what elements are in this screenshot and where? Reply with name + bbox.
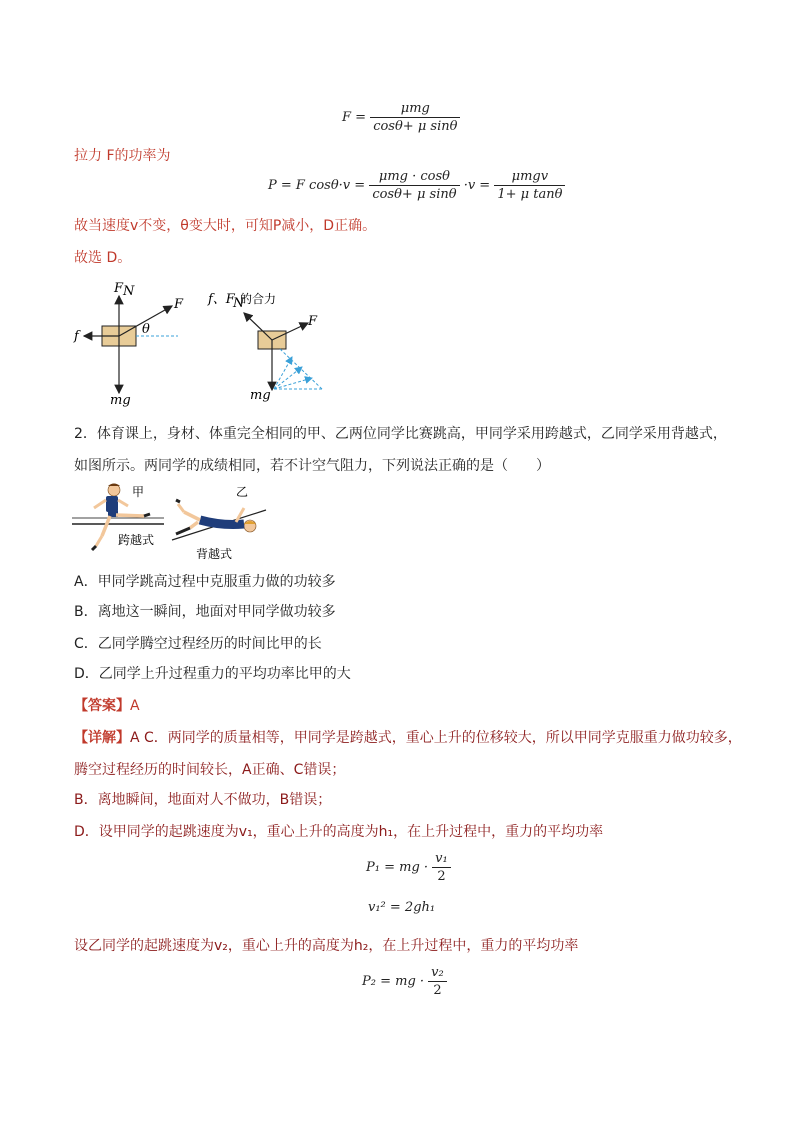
- fn-label: F: [114, 281, 124, 296]
- svg-text:N: N: [233, 296, 245, 311]
- caption-yi: 背越式: [196, 547, 233, 561]
- q2-line2: 如图所示。两同学的成绩相同，若不计空气阻力，下列说法正确的是（ ）: [74, 458, 550, 474]
- equation-p1: P₁ = mg · $\frac{\text{v₁}}{2}$: [366, 850, 451, 885]
- answer-line: [74, 696, 140, 716]
- detail-line3: B．离地瞬间，地面对人不做功，B错误；: [74, 792, 332, 808]
- high-jump-illustration: [72, 482, 272, 564]
- power-title: 拉力 F的功率为: [74, 148, 171, 164]
- f-label: F: [174, 297, 184, 312]
- svg-text:的合力: 的合力: [240, 292, 277, 306]
- svg-text:N: N: [123, 284, 135, 299]
- mg-label: mg: [110, 393, 131, 408]
- option-a: A．甲同学跳高过程中克服重力做的功较多: [74, 574, 336, 590]
- conclusion-line: 故当速度v不变，θ变大时，可知P减小，D正确。: [74, 218, 377, 234]
- svg-text:F: F: [308, 314, 318, 329]
- svg-text:mg: mg: [250, 388, 271, 403]
- resultant-label: f、F: [208, 292, 235, 307]
- equation-power: P = F cosθ·v = $\frac{\text{μmg · cosθ}}{\text{cosθ+ μ sinθ}}$ ·v = $\frac{\text{μmgv}}{\text{1+ μ tanθ}}$: [268, 168, 565, 203]
- detail-line2: 腾空过程经历的时间较长，A正确、C错误；: [74, 762, 346, 778]
- label-jia: 甲: [132, 485, 145, 499]
- q2-line1: 2．体育课上，身材、体重完全相同的甲、乙两位同学比赛跳高，甲同学采用跨越式，乙同学采用背越式，: [74, 426, 727, 442]
- detail-tag: 【详解】: [74, 730, 130, 746]
- equation-p2: P₂ = mg · $\frac{\text{v₂}}{2}$: [362, 964, 447, 999]
- answer-value: A: [130, 698, 140, 714]
- equation-f: F = $\frac{\text{μmg}}{\text{cosθ+ μ sinθ}}$: [342, 100, 460, 135]
- force-diagram-1: [70, 278, 190, 408]
- option-c: C．乙同学腾空过程经历的时间比甲的长: [74, 636, 322, 652]
- choose-line: 故选 D。: [74, 250, 132, 266]
- answer-tag: 【答案】: [74, 698, 130, 714]
- theta-label: θ: [142, 322, 150, 337]
- label-yi: 乙: [236, 485, 249, 499]
- eq1-numerator: μmg: [370, 100, 460, 118]
- detail-line5: 设乙同学的起跳速度为v₂，重心上升的高度为h₂，在上升过程中，重力的平均功率: [74, 938, 579, 954]
- option-d: D．乙同学上升过程重力的平均功率比甲的大: [74, 666, 351, 682]
- detail-line4: D．设甲同学的起跳速度为v₁，重心上升的高度为h₁，在上升过程中，重力的平均功率: [74, 824, 604, 840]
- detail-line1: 【详解】A C．两同学的质量相等，甲同学是跨越式，重心上升的位移较大，所以甲同学克服重力做功较多，: [74, 730, 742, 746]
- eq1-denominator: cosθ+ μ sinθ: [373, 119, 458, 134]
- equation-v1: v₁² = 2gh₁: [368, 900, 436, 915]
- caption-jia: 跨越式: [118, 533, 155, 547]
- option-b: B．离地这一瞬间，地面对甲同学做功较多: [74, 604, 336, 620]
- force-diagram-2: [200, 285, 340, 405]
- friction-label: f: [74, 329, 79, 344]
